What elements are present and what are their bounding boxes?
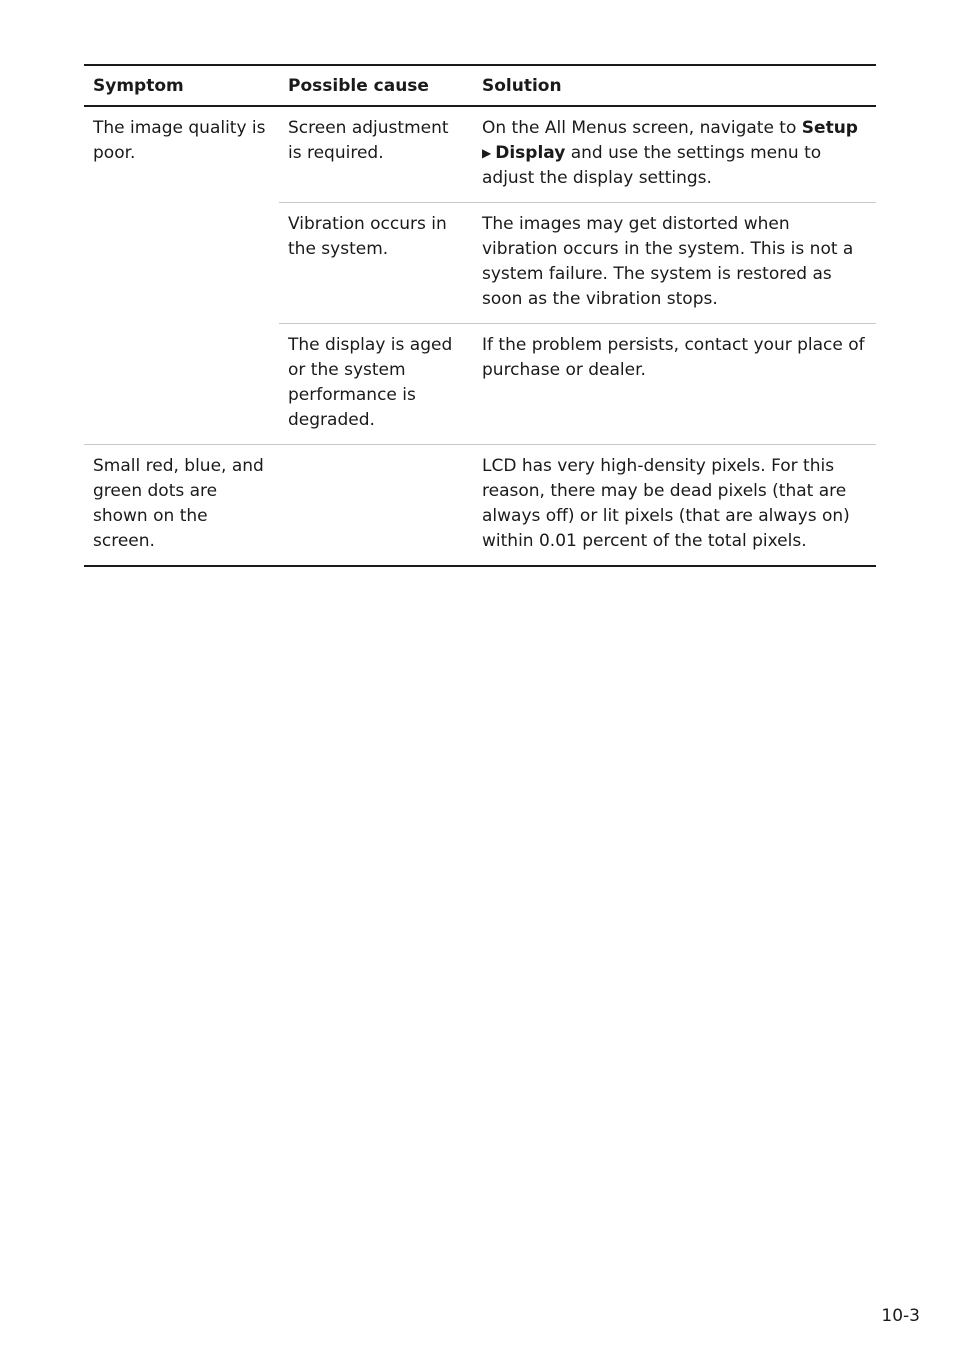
solution-cell bbox=[473, 106, 876, 203]
symptom-cell: The image quality is poor. bbox=[84, 106, 279, 445]
troubleshooting-table bbox=[84, 64, 876, 567]
cause-cell bbox=[279, 445, 473, 567]
right-arrow-icon: ▶ bbox=[482, 146, 492, 160]
table-header bbox=[84, 65, 876, 106]
table-row bbox=[84, 445, 876, 567]
table-row bbox=[84, 106, 876, 203]
setup-keyword: Setup bbox=[801, 118, 858, 138]
cause-cell: Vibration occurs in the system. bbox=[279, 203, 473, 324]
header-symptom: Symptom bbox=[84, 65, 279, 106]
cause-cell: Screen adjustment is required. bbox=[279, 106, 473, 203]
cause-cell: The display is aged or the system performance is degraded. bbox=[279, 324, 473, 445]
solution-cell: LCD has very high-density pixels. For this reason, there may be dead pixels (that are always off) or lit pixels (that are always on) within 0.01 percent of the total pixels. bbox=[473, 445, 876, 567]
header-possible-cause: Possible cause bbox=[279, 65, 473, 106]
solution-cell: If the problem persists, contact your place of purchase or dealer. bbox=[473, 324, 876, 445]
solution-text: and use the settings menu to adjust the display settings. bbox=[482, 143, 822, 188]
page-number: 10-3 bbox=[881, 1306, 920, 1326]
solution-cell: The images may get distorted when vibration occurs in the system. This is not a system failure. The system is restored as soon as the vibration stops. bbox=[473, 203, 876, 324]
header-solution: Solution bbox=[473, 65, 876, 106]
display-keyword: Display bbox=[495, 143, 566, 163]
symptom-cell: Small red, blue, and green dots are shown on the screen. bbox=[84, 445, 279, 567]
solution-text: On the All Menus screen, navigate to bbox=[482, 118, 797, 138]
